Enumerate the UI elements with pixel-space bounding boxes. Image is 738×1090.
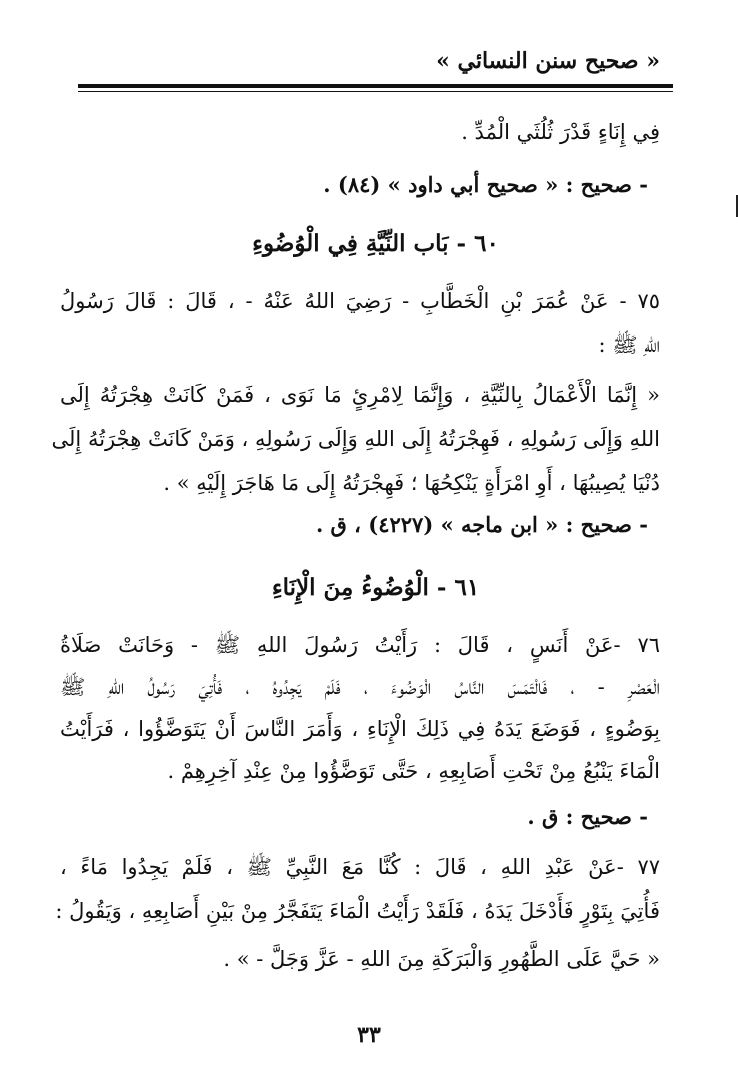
running-title: « صحيح سنن النسائي » (436, 48, 660, 74)
hadith-77-line-3: « حَيَّ عَلَى الطَّهُورِ وَالْبَرَكَةِ مِنَ اللهِ - عَزَّ وَجَلَّ - » . (223, 947, 660, 971)
hadith-76-line-3: بِوَضُوءٍ ، فَوَضَعَ يَدَهُ فِي ذَلِكَ الْإِنَاءِ ، وَأَمَرَ النَّاسَ أَنْ يَتَوَضَّؤُوا ، فَرَأَيْتُ (60, 717, 660, 741)
page-number: ٣٣ (357, 1022, 381, 1048)
text-line: فِي إِنَاءٍ قَدْرَ ثُلُثَي الْمُدِّ . (461, 120, 660, 144)
hadith-75-line-5: دُنْيَا يُصِيبُهَا ، أَوِ امْرَأَةٍ يَنْكِحُهَا ؛ فَهِجْرَتُهُ إِلَى مَا هَاجَرَ إِلَيْهِ » . (163, 471, 660, 495)
grading-note: - صحيح : ق . (527, 804, 648, 829)
header-rule-thick (78, 84, 673, 88)
hadith-75-line-2: اللهِ ﷺ : (598, 333, 660, 357)
hadith-76-line-2: الْعَصْرِ - ، فَالْتَمَسَ النَّاسُ الْوَضُوءَ ، فَلَمْ يَجِدُوهُ ، فَأُتِيَ رَسُولُ اللهِ ﷺ (60, 675, 660, 699)
grading-note: - صحيح : « ابن ماجه » (٤٢٢٧) ، ق . (315, 512, 648, 537)
hadith-77-line-1: ٧٧ -عَنْ عَبْدِ اللهِ ، قَالَ : كُنَّا مَعَ النَّبِيِّ ﷺ ، فَلَمْ يَجِدُوا مَاءً ، (60, 855, 660, 879)
header-rule-thin (78, 91, 673, 92)
hadith-77-line-2: فَأُتِيَ بِتَوْرٍ فَأَدْخَلَ يَدَهُ ، فَلَقَدْ رَأَيْتُ الْمَاءَ يَتَفَجَّرُ مِنْ بَيْنِ أَصَابِعِهِ ، وَيَقُولُ : (55, 899, 660, 923)
hadith-75-line-4: اللهِ وَإِلَى رَسُولِهِ ، فَهِجْرَتُهُ إِلَى اللهِ وَإِلَى رَسُولِهِ ، وَمَنْ كَانَتْ هِجْرَتُهُ إِلَى (51, 427, 660, 451)
chapter-heading-60: ٦٠ - بَاب النِّيَّةِ فِي الْوُضُوءِ (252, 230, 499, 257)
hadith-76-line-1: ٧٦ -عَنْ أَنَسٍ ، قَالَ : رَأَيْتُ رَسُولَ اللهِ ﷺ - وَحَانَتْ صَلَاةُ (60, 633, 660, 657)
hadith-75-line-3: « إِنَّمَا الْأَعْمَالُ بِالنِّيَّةِ ، وَإِنَّمَا لِامْرِئٍ مَا نَوَى ، فَمَنْ كَانَتْ هِجْرَتُهُ إِلَى (60, 383, 660, 407)
hadith-76-line-4: الْمَاءَ يَنْبُعُ مِنْ تَحْتِ أَصَابِعِهِ ، حَتَّى تَوَضَّؤُوا مِنْ عِنْدِ آخِرِهِمْ . (167, 759, 660, 783)
grading-note: - صحيح : « صحيح أبي داود » (٨٤) . (323, 172, 648, 197)
chapter-heading-61: ٦١ - الْوُضُوءُ مِنَ الْإِنَاءِ (271, 574, 480, 601)
hadith-75-line-1: ٧٥ - عَنْ عُمَرَ بْنِ الْخَطَّابِ - رَضِيَ اللهُ عَنْهُ - ، قَالَ : قَالَ رَسُولُ (60, 289, 660, 313)
